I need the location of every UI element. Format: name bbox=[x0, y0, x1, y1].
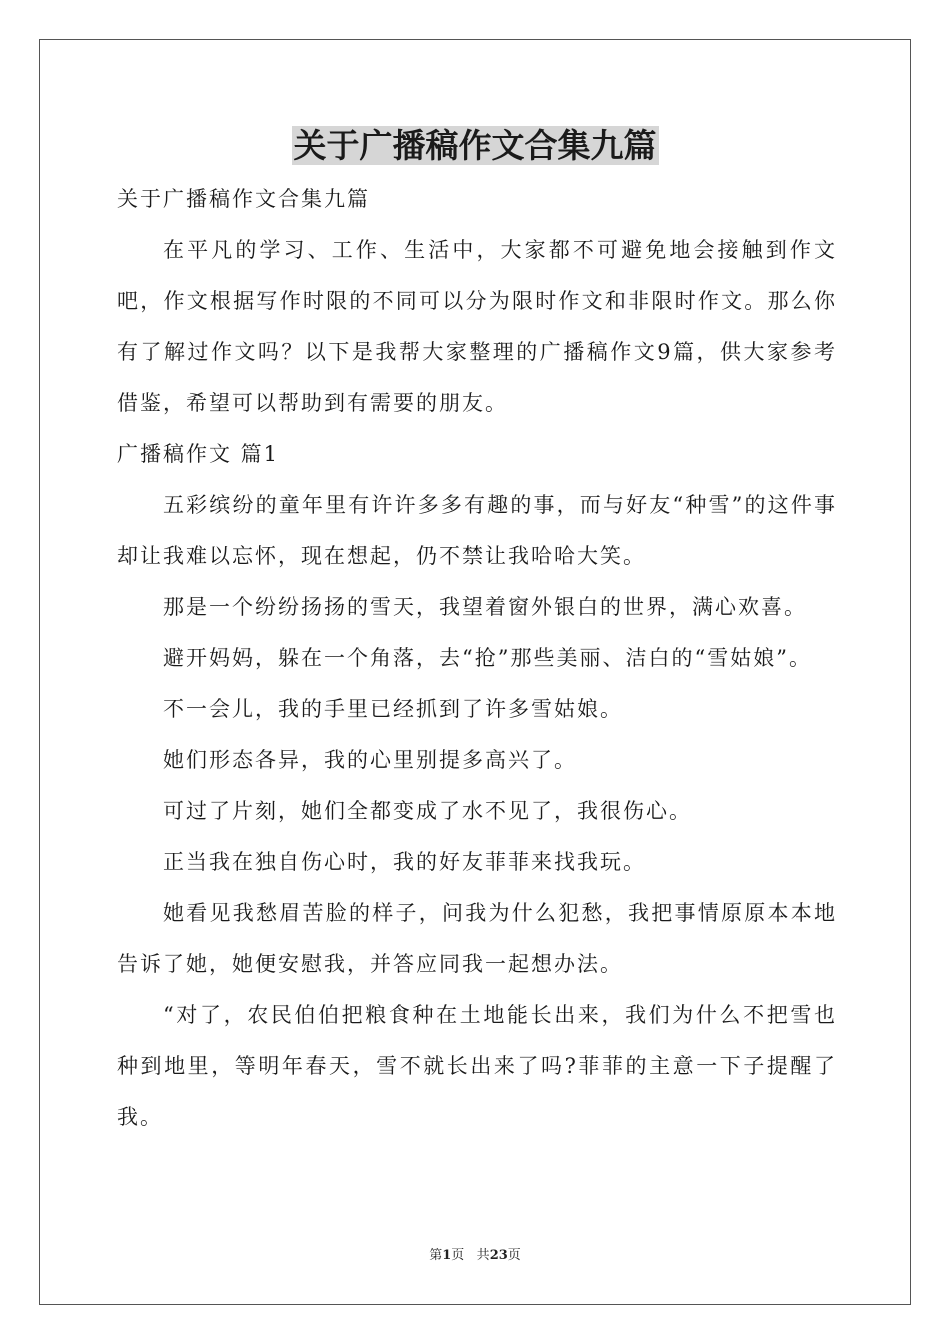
body-paragraph: 不一会儿，我的手里已经抓到了许多雪姑娘。 bbox=[163, 697, 623, 721]
body-paragraph: 她们形态各异，我的心里别提多高兴了。 bbox=[163, 748, 577, 772]
footer-page-prefix: 第 bbox=[429, 1248, 443, 1263]
body-paragraph: 那是一个纷纷扬扬的雪天，我望着窗外银白的世界，满心欢喜。 bbox=[163, 595, 807, 619]
footer-page-total: 23 bbox=[489, 1248, 508, 1263]
page-footer bbox=[0, 1247, 950, 1265]
footer-page-unit: 页 bbox=[451, 1248, 465, 1263]
body-paragraph: 可过了片刻，她们全都变成了水不见了，我很伤心。 bbox=[163, 799, 692, 823]
footer-total-prefix: 共 bbox=[476, 1248, 490, 1263]
body-paragraph: 避开妈妈，躲在一个角落，去“抢”那些美丽、洁白的“雪姑娘”。 bbox=[163, 646, 812, 670]
document-body bbox=[117, 174, 837, 1143]
body-paragraph: 正当我在独自伤心时，我的好友菲菲来找我玩。 bbox=[163, 850, 646, 874]
footer-page-current: 1 bbox=[442, 1248, 452, 1263]
document-subtitle: 关于广播稿作文合集九篇 bbox=[117, 187, 370, 211]
document-title bbox=[0, 124, 950, 168]
footer-total-unit: 页 bbox=[507, 1248, 521, 1263]
body-paragraph: 她看见我愁眉苦脸的样子，问我为什么犯愁，我把事情原原本本地告诉了她，她便安慰我，并答应同我一起想办法。 bbox=[117, 901, 837, 976]
document-title-text: 关于广播稿作文合集九篇 bbox=[293, 126, 657, 165]
body-paragraph: 在平凡的学习、工作、生活中，大家都不可避免地会接触到作文吧，作文根据写作时限的不同可以分为限时作文和非限时作文。那么你有了解过作文吗？以下是我帮大家整理的广播稿作文9篇，供大家参考借鉴，希望可以帮助到有需要的朋友。 bbox=[117, 238, 837, 415]
body-paragraph: “对了，农民伯伯把粮食种在土地能长出来，我们为什么不把雪也种到地里，等明年春天，雪不就长出来了吗?菲菲的主意一下子提醒了我。 bbox=[117, 1003, 837, 1129]
section-heading: 广播稿作文 篇1 bbox=[117, 442, 280, 466]
body-paragraph: 五彩缤纷的童年里有许许多多有趣的事，而与好友“种雪”的这件事却让我难以忘怀，现在想起，仍不禁让我哈哈大笑。 bbox=[117, 493, 837, 568]
